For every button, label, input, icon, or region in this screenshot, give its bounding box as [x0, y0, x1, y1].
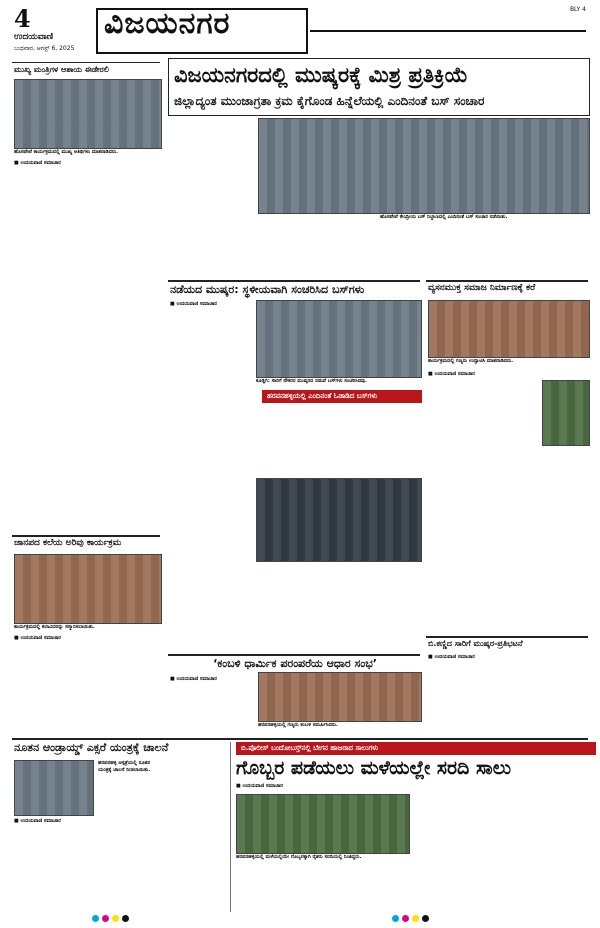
kambali-caption: ಹರಪನಹಳ್ಳಿಯಲ್ಲಿ ಗಣ್ಯರು ಕಂಬಳಿ ಸಮರ್ಪಿಸಿದರು. [258, 722, 338, 728]
middle-secondary-photo [256, 478, 422, 562]
newspaper-name: ಉದಯವಾಣಿ [14, 32, 54, 42]
edition-code: BLY 4 [569, 6, 586, 13]
lead-subheadline: ಜಿಲ್ಲಾದ್ಯಂತ ಮುಂಜಾಗ್ರತಾ ಕ್ರಮ ಕೈಗೊಂಡ ಹಿನ್ನೆಲೆಯಲ್ಲಿ ಎಂದಿನಂತೆ ಬಸ್ ಸಂಚಾರ [174, 94, 485, 108]
right-mid-rule [426, 636, 588, 638]
middle-photo [256, 300, 422, 378]
bottom-left-body [14, 828, 224, 908]
kambali-headline: ‘ಕಂಬಳಿ ಧಾರ್ಮಿಕ ಪರಂಪರೆಯ ಆಧಾರ ಸಂಭ’ [213, 657, 377, 670]
bottom-main-byline: ■ ಉದಯವಾಣಿ ಸಮಾಚಾರ [236, 783, 283, 789]
lead-body-bottom [170, 224, 588, 278]
bottom-left-byline: ■ ಉದಯವಾಣಿ ಸಮಾಚಾರ [14, 818, 61, 824]
bottom-divider [230, 742, 231, 912]
left-story-byline: ■ ಉದಯವಾಣಿ ಸಮಾಚಾರ [14, 160, 61, 166]
janapada-headline: ಜಾನಪದ ಕಲೆಯ ಅರಿವು ಕಾರ್ಯಕ್ರಮ [14, 538, 122, 548]
right-story-body [428, 380, 538, 630]
middle-top-rule [168, 280, 420, 282]
right-story-photo [428, 300, 590, 358]
top-rule [310, 30, 586, 32]
black-mark [122, 915, 129, 922]
bottom-row-rule [12, 738, 588, 740]
right-story-caption: ಕಾರ್ಯಕ್ರಮದಲ್ಲಿ ಗಣ್ಯರು ಉದ್ಘಾಟಿಸಿ ಮಾತನಾಡಿದರು. [428, 358, 514, 364]
left-story-caption: ಹೊಸಪೇಟೆ ಕಾರ್ಯಕ್ರಮದಲ್ಲಿ ಮುಖ್ಯ ಅತಿಥಿಗಳು ಮಾತನಾಡಿದರು. [14, 149, 119, 155]
right-mid-byline: ■ ಉದಯವಾಣಿ ಸಮಾಚಾರ [428, 654, 475, 660]
kambali-byline: ■ ಉದಯವಾಣಿ ಸಮಾಚಾರ [170, 676, 217, 682]
bottom-main-caption: ಹರಪನಹಳ್ಳಿಯಲ್ಲಿ ಮಳೆಯಲ್ಲಿಯೇ ಗೊಬ್ಬರಕ್ಕಾಗಿ ರೈತರು ಸರದಿಯಲ್ಲಿ ನಿಂತಿದ್ದರು. [236, 854, 362, 860]
print-registration-marks-right [392, 915, 429, 922]
left-column-top-rule [12, 62, 160, 63]
kambali-body-left [170, 686, 254, 734]
middle-caption: ಕೂಡ್ಲಿಗಿ: ಸಾರಿಗೆ ನೌಕರರ ಮುಷ್ಕರದ ನಡುವೆ ಬಸ್‌ಗಳು ಸಂಚರಿಸಿದವು. [256, 378, 368, 384]
lead-headline: ವಿಜಯನಗರದಲ್ಲಿ ಮುಷ್ಕರಕ್ಕೆ ಮಿಶ್ರ ಪ್ರತಿಕ್ರಿಯೆ [174, 63, 469, 87]
cyan-mark [392, 915, 399, 922]
right-story-byline: ■ ಉದಯವಾಣಿ ಸಮಾಚಾರ [428, 371, 475, 377]
lead-body-left [170, 118, 254, 216]
middle-body-right [256, 406, 420, 474]
bottom-main-body [414, 794, 586, 908]
bottom-main-kicker: ಬಿ.ಪೊಲೀಸ್ ಬಂದೋಬಸ್ತ್‌ನಲ್ಲಿ ಬೇಗನ ಹಾಜರಾದ ಸಾಲುಗಳು [236, 742, 596, 755]
bottom-main-photo [236, 794, 410, 854]
date-line: ಬುಧವಾರ, ಆಗಸ್ಟ್ 6, 2025 [14, 45, 75, 52]
lead-photo [258, 118, 590, 214]
right-story-inset-photo [542, 380, 590, 446]
right-top-rule [426, 280, 588, 282]
left-story-photo [14, 79, 162, 149]
middle-headline: ನಡೆಯದ ಮುಷ್ಕರ: ಸ್ಥಳೀಯವಾಗಿ ಸಂಚರಿಸಿದ ಬಸ್‌ಗಳು [170, 283, 365, 296]
janapada-byline: ■ ಉದಯವಾಣಿ ಸಮಾಚಾರ [14, 635, 61, 641]
kambali-top-rule [168, 654, 420, 656]
magenta-mark [102, 915, 109, 922]
middle-byline: ■ ಉದಯವಾಣಿ ಸಮಾಚಾರ [170, 301, 217, 307]
middle-body-left [170, 310, 250, 648]
print-registration-marks [92, 915, 129, 922]
bottom-main-headline: ಗೊಬ್ಬರ ಪಡೆಯಲು ಮಳೆಯಲ್ಲೇ ಸರದಿ ಸಾಲು [236, 757, 512, 779]
janapada-photo [14, 554, 162, 624]
yellow-mark [412, 915, 419, 922]
page-number: 4 [14, 4, 31, 33]
right-story-headline: ವ್ಯಸನಮುಕ್ತ ಸಮಾಜ ನಿರ್ಮಾಣಕ್ಕೆ ಕರೆ [428, 283, 536, 293]
kambali-photo [258, 672, 422, 722]
cyan-mark [92, 915, 99, 922]
right-mid-headline: ಬಿ.ಕಣ್ಣಿದ ಸಾರಿಗೆ ಮುಷ್ಕರ-ಪ್ರತಿಭಟನೆ [428, 639, 523, 648]
middle-body-bottom [256, 566, 420, 648]
left-story-headline: ಮುಖ್ಯ ಮಂತ್ರಿಗಳ ಆಶಾಯ ಈಡೇರಲಿ [14, 65, 109, 74]
janapada-caption: ಕಾರ್ಯಕ್ರಮದಲ್ಲಿ ಕಲಾವಿದರನ್ನು ಸನ್ಮಾನಿಸಲಾಯಿತು. [14, 624, 95, 630]
yellow-mark [112, 915, 119, 922]
lead-caption: ಹೊಸಪೇಟೆ ಕೇಂದ್ರೀಯ ಬಸ್ ನಿಲ್ದಾಣದಲ್ಲಿ ಎಂದಿನಂತೆ ಬಸ್ ಸಂಚಾರ ನಡೆಯಿತು. [380, 214, 508, 220]
middle-banner: ಹರಪನಹಳ್ಳಿಯಲ್ಲಿ ಎಂದಿನಂತೆ ಓಡಾಡಿದ ಬಸ್‌ಗಳು [262, 390, 422, 403]
section-title: ವಿಜಯನಗರ [104, 6, 231, 41]
magenta-mark [402, 915, 409, 922]
left-story-body [14, 170, 160, 528]
bottom-left-caption: ಹರಪನಹಳ್ಳಿ ಆಸ್ಪತ್ರೆಯಲ್ಲಿ ನೂತನ ಯಂತ್ರಕ್ಕೆ ಚಾಲನೆ ನೀಡಲಾಯಿತು. [98, 760, 151, 773]
bottom-left-photo [14, 760, 94, 816]
bottom-left-headline: ನೂತನ ಆಂಡ್ರಾಯ್ಡ್ ಎಕ್ಸರೆ ಯಂತ್ರಕ್ಕೆ ಚಾಲನೆ [14, 741, 169, 754]
right-mid-body [428, 663, 588, 731]
left-mid-rule [12, 535, 160, 537]
black-mark [422, 915, 429, 922]
